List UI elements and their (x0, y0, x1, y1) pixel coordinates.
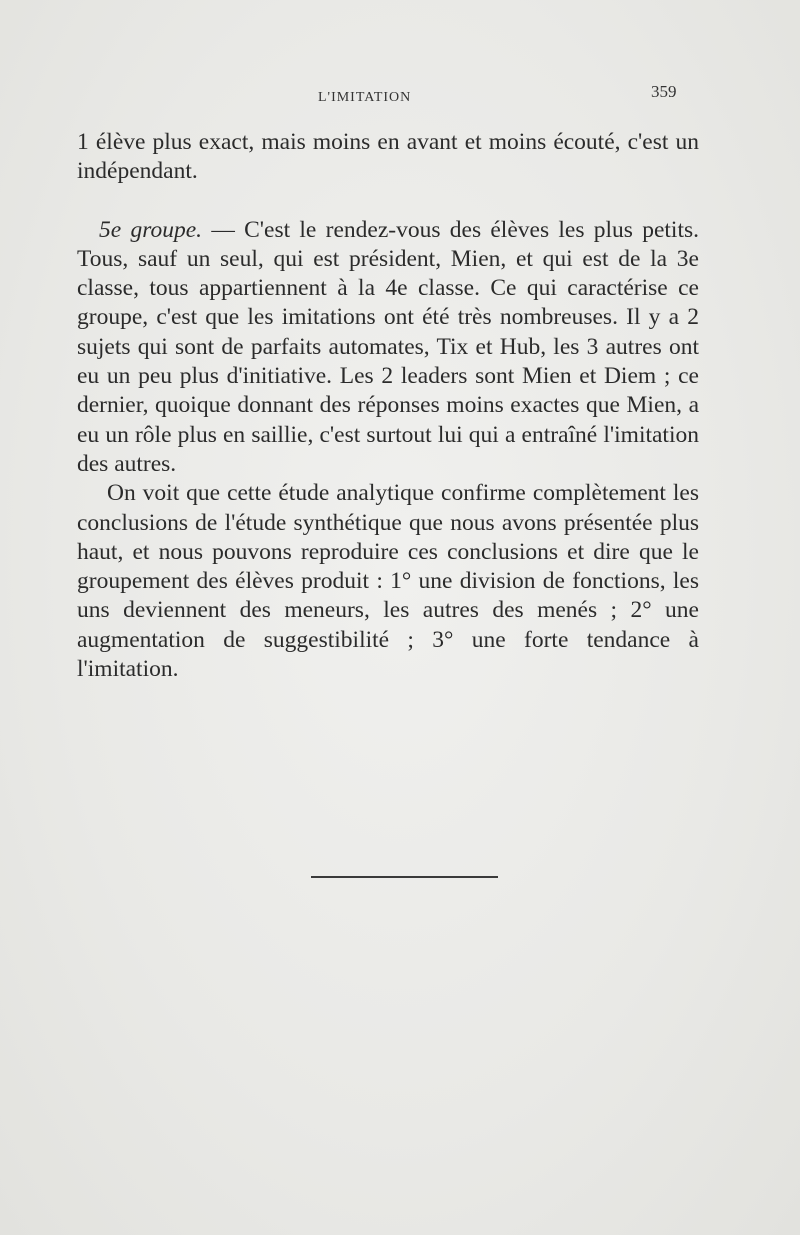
paragraph-continuation: 1 élève plus exact, mais moins en avant et moins écouté, c'est un indépendant. (77, 129, 699, 185)
group-label: 5e groupe. (99, 216, 203, 243)
group-text: — C'est le rendez-vous des élèves les plus petits. Tous, sauf un seul, qui est président, Mien, et qui est de la 3e classe, tous appartiennent à la 4e classe. Ce qui caractérise ce groupe, c'est que les imitations ont été très nombreuses. Il y a 2 sujets qui sont de parfaits automates, Tix et Hub, les 3 autres ont eu un peu plus d'initiative. Les 2 leaders sont Mien et Diem ; ce dernier, quoique donnant des réponses moins exactes que Mien, a eu un rôle plus en saillie, c'est surtout lui qui a entraîné l'imitation des autres. (77, 216, 699, 477)
paragraph-group-5 (77, 216, 699, 480)
body-text (77, 128, 699, 684)
section-end-rule (311, 876, 498, 878)
paragraph-conclusion: On voit que cette étude analytique confirme complètement les conclusions de l'étude synthétique que nous avons présentée plus haut, et nous pouvons reproduire ces conclusions et dire que le groupement des élèves produit : 1° une division de fonctions, les uns deviennent des meneurs, les autres des menés ; 2° une augmentation de suggestibilité ; 3° une forte tendance à l'imitation. (77, 480, 699, 683)
page-number: 359 (651, 82, 677, 101)
running-title: L'IMITATION (318, 90, 412, 105)
